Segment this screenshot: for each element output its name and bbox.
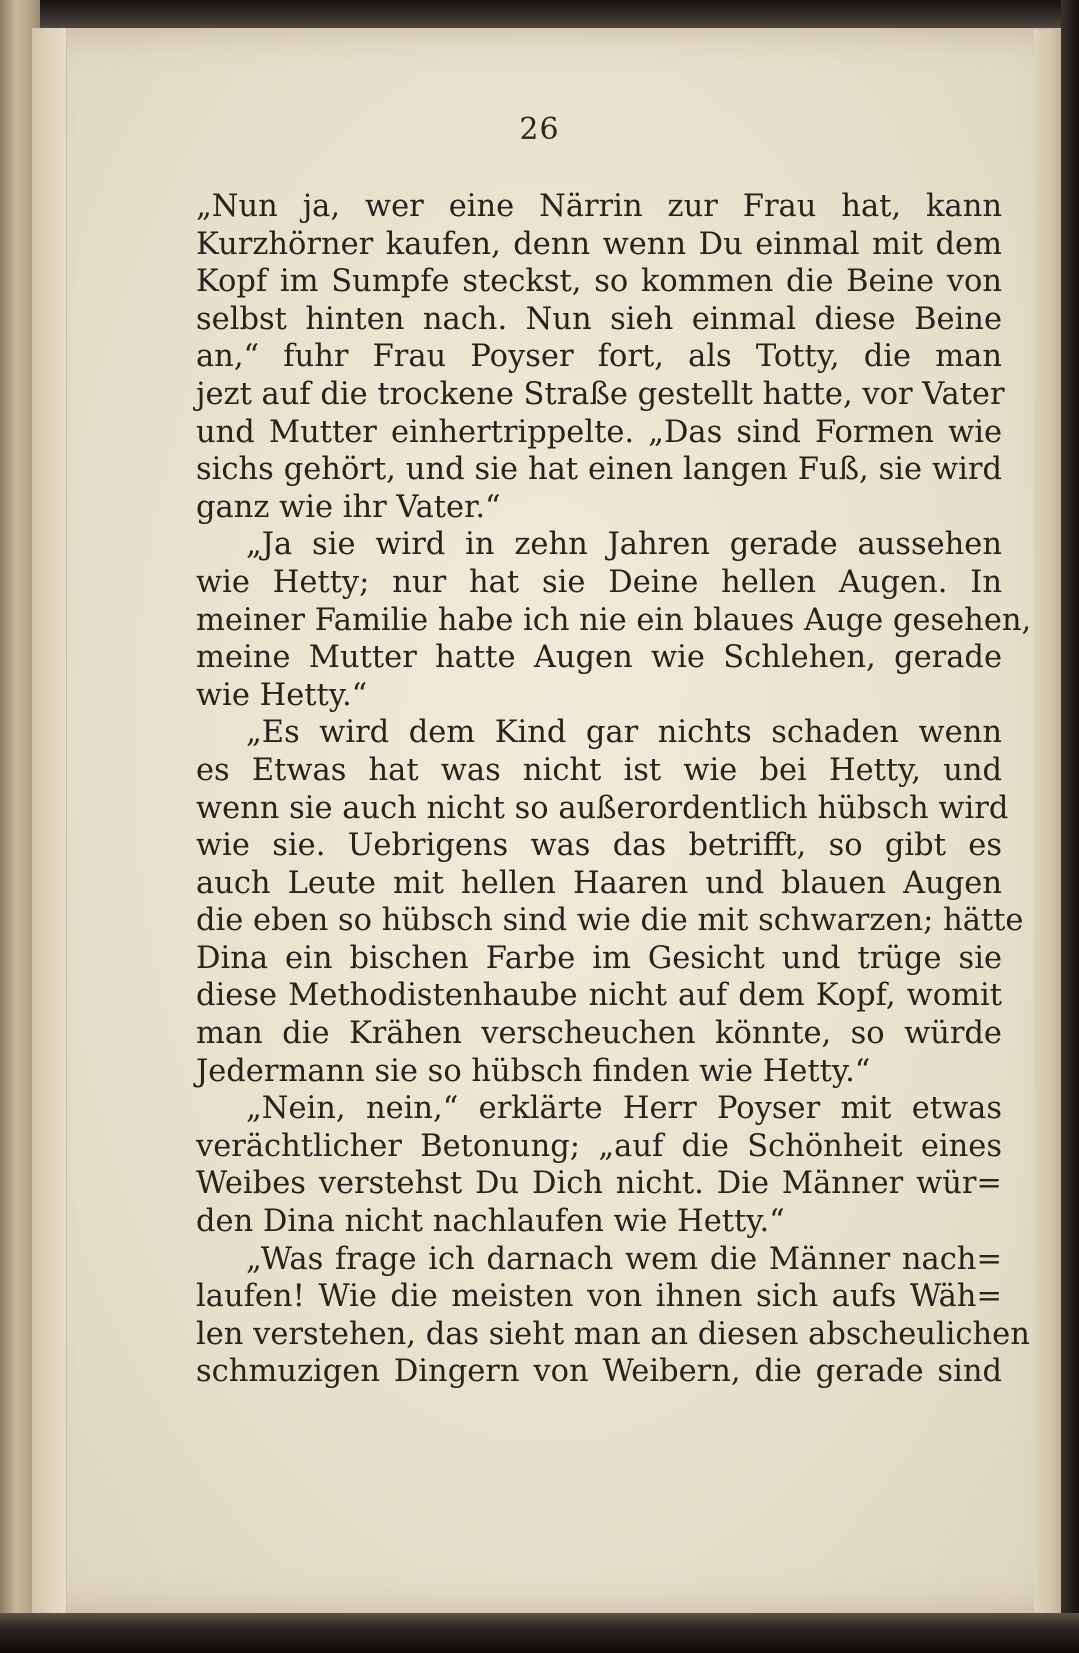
text-line: jezt auf die trockene Straße gestellt hatte, vor Vater — [196, 376, 1005, 412]
text-line: laufen! Wie die meisten von ihnen sich aufs Wäh= — [196, 1279, 1002, 1315]
text-line: „Ja sie wird in zehn Jahren gerade aussehen — [246, 527, 1002, 563]
text-line: „Nein, nein,“ erklärte Herr Poyser mit etwas — [246, 1091, 1002, 1127]
bottom-shadow-band — [0, 1613, 1079, 1653]
text-line: und Mutter einhertrippelte. „Das sind Formen wie — [196, 414, 1002, 450]
text-line: len verstehen, das sieht man an diesen abscheulichen — [196, 1316, 1030, 1352]
page-gutter — [32, 28, 67, 1616]
text-line: den Dina nicht nachlaufen wie Hetty.“ — [196, 1204, 785, 1240]
text-line: „Es wird dem Kind gar nichts schaden wenn — [246, 715, 1002, 751]
page-stack-edge — [1034, 30, 1062, 1614]
text-line: schmuzigen Dingern von Weibern, die gerade sind — [196, 1354, 1002, 1390]
text-line: wie sie. Uebrigens was das betrifft, so gibt es — [196, 828, 1002, 864]
right-shadow-band — [1061, 0, 1079, 1653]
text-line: die eben so hübsch sind wie die mit schwarzen; hätte — [196, 903, 1024, 939]
text-line: wie Hetty; nur hat sie Deine hellen Augen. In — [196, 564, 1002, 600]
text-line: „Was frage ich darnach wem die Männer nach= — [246, 1241, 1002, 1277]
text-line: auch Leute mit hellen Haaren und blauen Augen — [196, 865, 1002, 901]
body-text — [196, 188, 1032, 1391]
text-line: Jedermann sie so hübsch finden wie Hetty.“ — [196, 1053, 871, 1089]
text-line: „Nun ja, wer eine Närrin zur Frau hat, kann — [196, 189, 1002, 224]
text-line: es Etwas hat was nicht ist wie bei Hetty, und — [196, 752, 1002, 788]
text-line: verächtlicher Betonung; „auf die Schönheit eines — [196, 1128, 1002, 1164]
page-number: 26 — [519, 112, 560, 147]
text-line: Dina ein bischen Farbe im Gesicht und trüge sie — [196, 940, 1002, 976]
text-line: sichs gehört, und sie hat einen langen Fuß, sie wird — [196, 452, 1002, 488]
text-line: meiner Familie habe ich nie ein blaues Auge gesehen, — [196, 602, 1032, 638]
text-line: man die Krähen verscheuchen könnte, so würde — [196, 1016, 1002, 1052]
text-line: wenn sie auch nicht so außerordentlich hübsch wird — [196, 790, 1009, 826]
text-line: wie Hetty.“ — [196, 677, 368, 713]
text-line: ganz wie ihr Vater.“ — [196, 489, 501, 525]
text-line: selbst hinten nach. Nun sieh einmal diese Beine — [196, 301, 1002, 337]
text-line: diese Methodistenhaube nicht auf dem Kopf, womit — [196, 978, 1002, 1014]
text-line: an,“ fuhr Frau Poyser fort, als Totty, die man — [196, 339, 1002, 375]
text-line: Kopf im Sumpfe steckst, so kommen die Beine von — [196, 264, 1002, 300]
text-line: Weibes verstehst Du Dich nicht. Die Männer wür= — [196, 1166, 1002, 1202]
text-line: Kurzhörner kaufen, denn wenn Du einmal mit dem — [196, 226, 1002, 262]
text-line: meine Mutter hatte Augen wie Schlehen, gerade — [196, 640, 1002, 676]
